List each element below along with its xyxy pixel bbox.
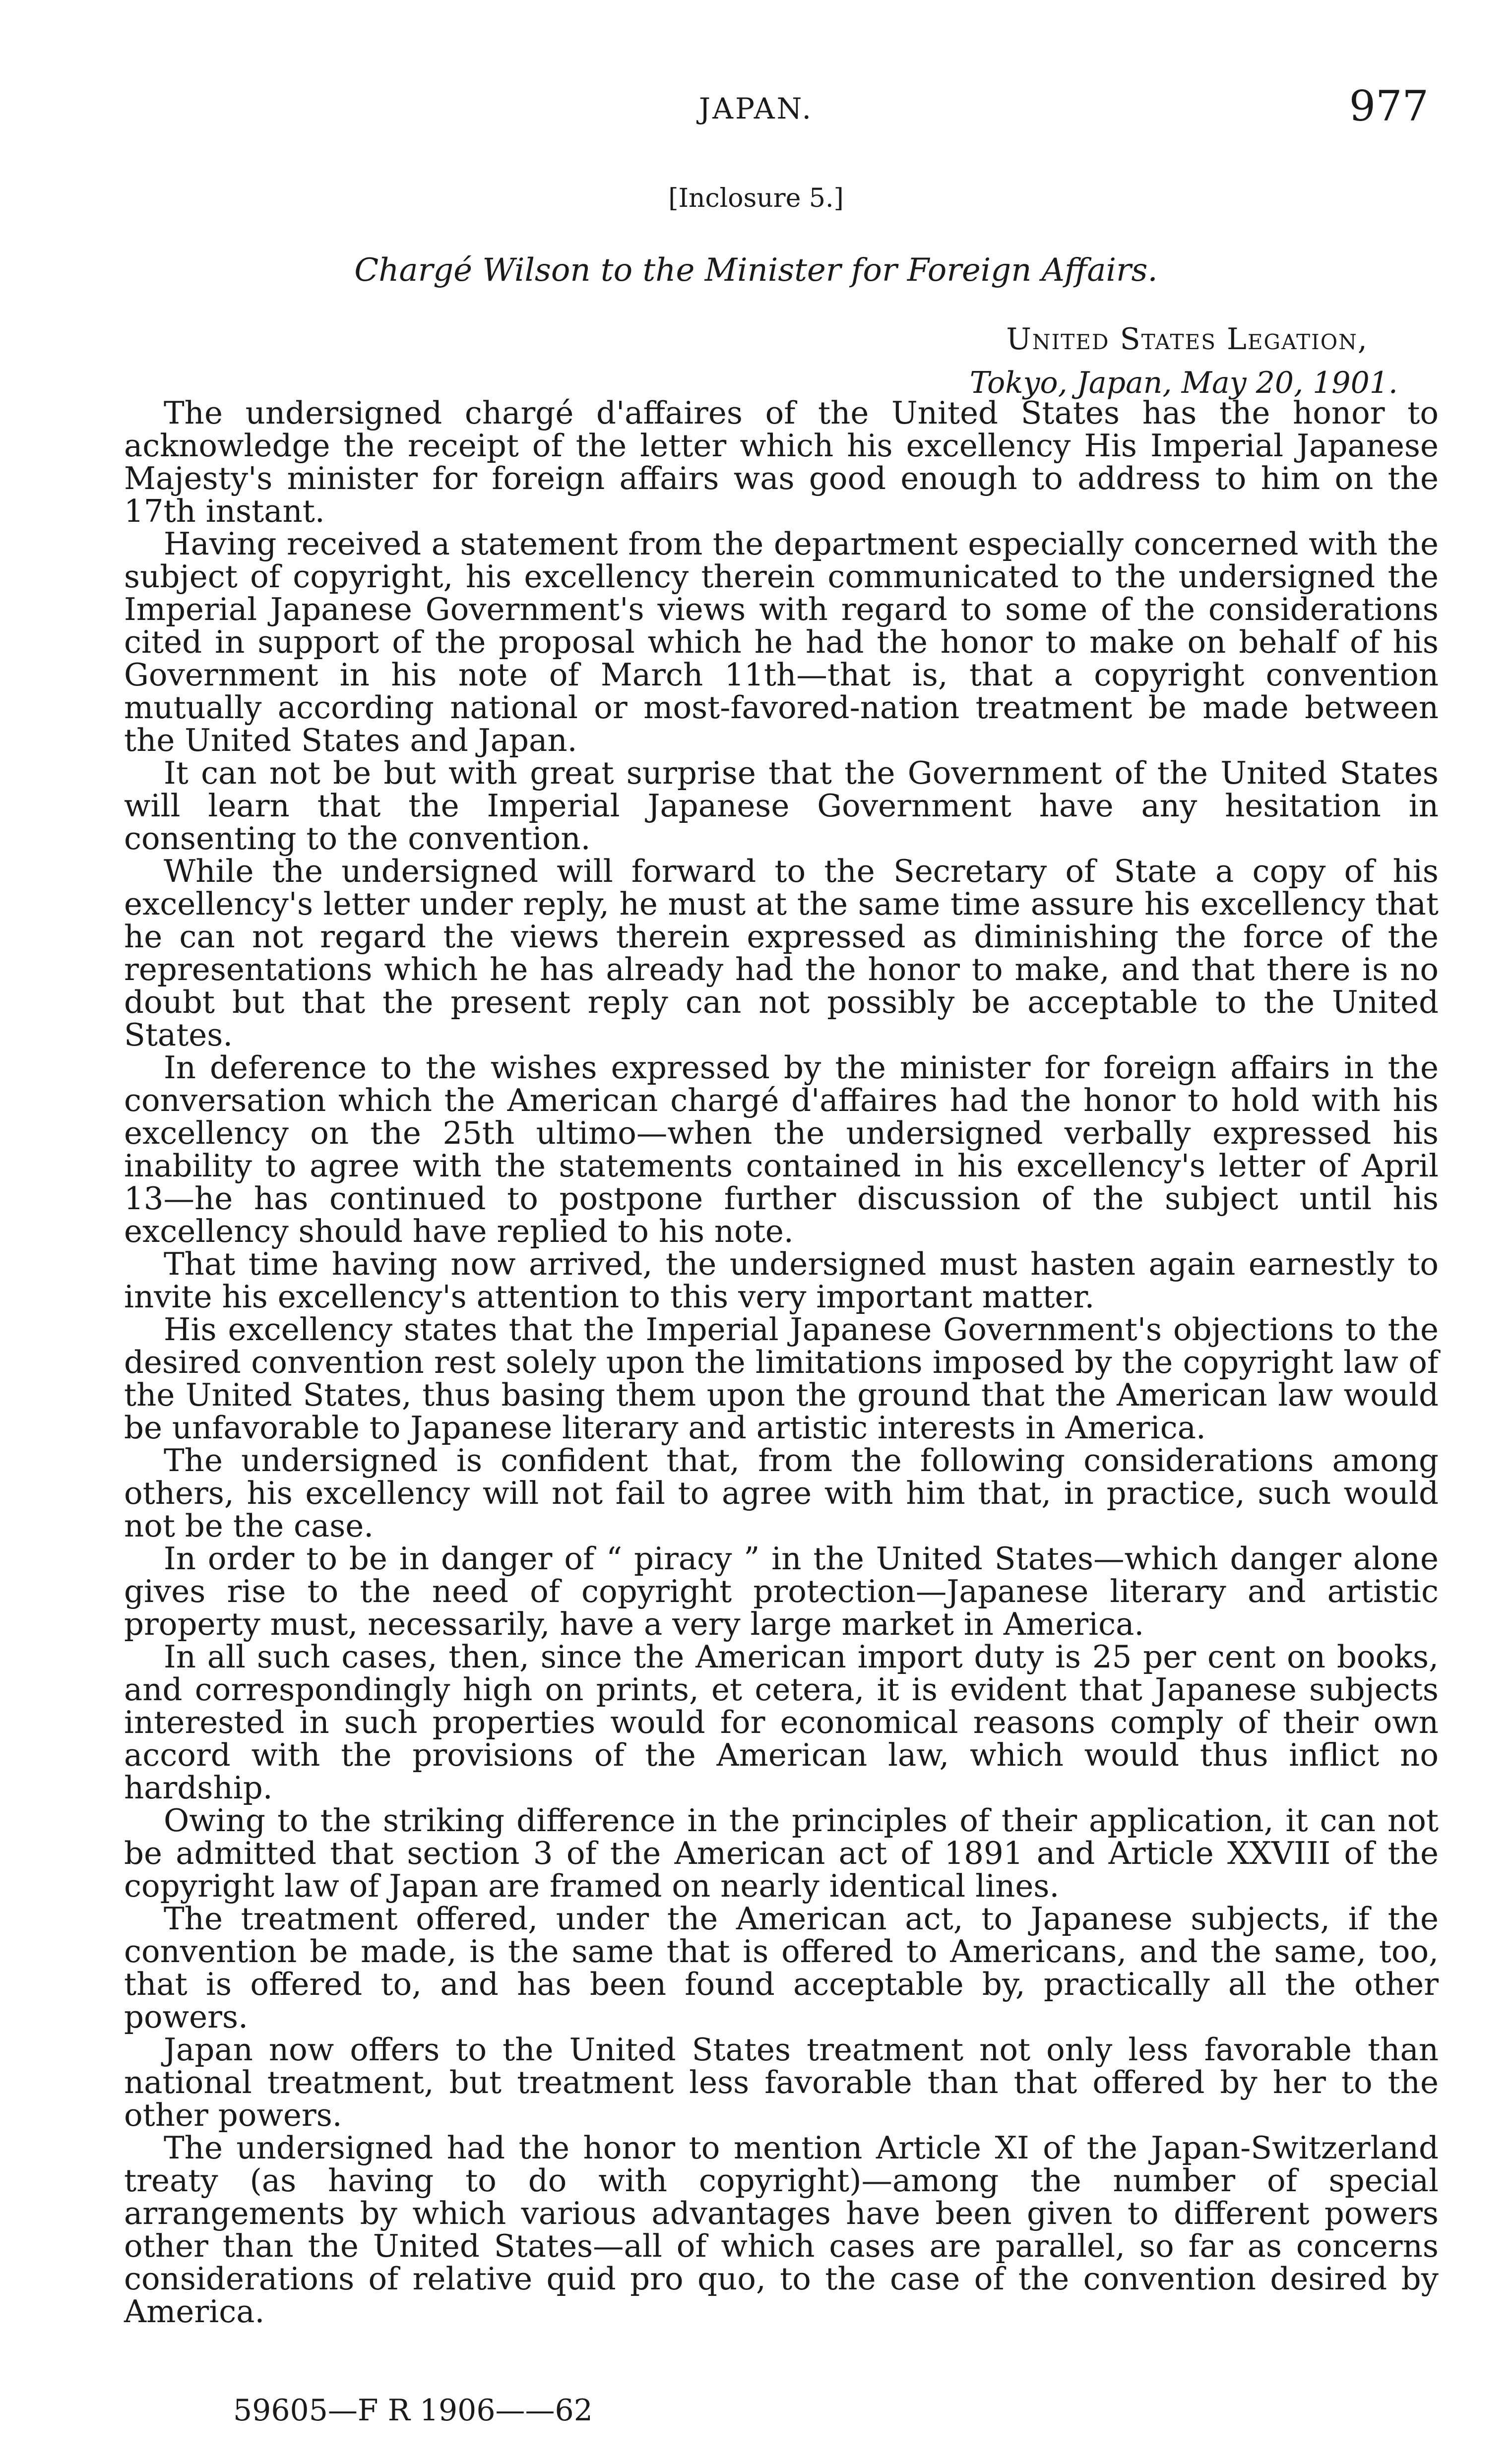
letter-body <box>124 397 1439 2328</box>
running-head: JAPAN. <box>698 92 814 125</box>
paragraph: His excellency states that the Imperial Japanese Government's objections to the desired convention rest solely upon the limitations imposed by the copyright law of the United States, thus basing them upon the ground that the American law would be unfavorable to Japanese literary and artistic interests in America. <box>124 1311 1439 1446</box>
printer-footer: 59605—F R 1906——62 <box>233 2393 593 2428</box>
page-number: 977 <box>1349 82 1429 130</box>
place-date: Tokyo, Japan, May 20, 1901. <box>969 366 1398 400</box>
paragraph: Owing to the striking difference in the principles of their application, it can not be admitted that section 3 of the American act of 1891 and Article XXVIII of the copyright law of Japan are framed on nearly identical lines. <box>124 1802 1439 1904</box>
paragraph: While the undersigned will forward to the Secretary of State a copy of his excellency's letter under reply, he must at the same time assure his excellency that he can not regard the views therein expressed as diminishing the force of the representations which he has already had the honor to make, and that there is no doubt but that the present reply can not possibly be acceptable to the United States. <box>124 853 1439 1053</box>
paragraph: In all such cases, then, since the American import duty is 25 per cent on books, and correspondingly high on prints, et cetera, it is evident that Japanese subjects interested in such properties would for economical reasons comply of their own accord with the provisions of the American law, which would thus inflict no hardship. <box>124 1639 1439 1806</box>
address-block <box>970 317 1398 405</box>
paragraph: Having received a statement from the department especially concerned with the subject of copyright, his excellency therein communicated to the undersigned the Imperial Japanese Government's views with regard to some of the considerations cited in support of the proposal which he had the honor to make on behalf of his Government in his note of March 11th—that is, that a copyright convention mutually according national or most-favored-nation treatment be made between the United States and Japan. <box>124 526 1439 758</box>
inclosure-label: [Inclosure 5.] <box>668 184 844 213</box>
paragraph: The treatment offered, under the American act, to Japanese subjects, if the convention be made, is the same that is offered to Americans, and the same, too, that is offered to, and has been found acceptable by, practically all the other powers. <box>124 1901 1439 2035</box>
paragraph: The undersigned is confident that, from the following considerations among others, his excellency will not fail to agree with him that, in practice, such would not be the case. <box>124 1442 1439 1544</box>
document-title: Chargé Wilson to the Minister for Foreign Affairs. <box>354 252 1158 289</box>
paragraph: Japan now offers to the United States treatment not only less favorable than national treatment, but treatment less favorable than that offered by her to the other powers. <box>124 2032 1439 2133</box>
paragraph: In deference to the wishes expressed by the minister for foreign affairs in the conversation which the American chargé d'affaires had the honor to hold with his excellency on the 25th ultimo—when the undersigned verbally expressed his inability to agree with the statements contained in his excellency's letter of April 13—he has continued to postpone further discussion of the subject until his excellency should have replied to his note. <box>124 1049 1439 1249</box>
paragraph: The undersigned had the honor to mention Article XI of the Japan-Switzerland treaty (as having to do with copyright)—among the number of special arrangements by which various advantages have been given to different powers other than the United States—all of which cases are parallel, so far as concerns considerations of relative quid pro quo, to the case of the convention desired by America. <box>124 2130 1439 2330</box>
legation-name: United States Legation, <box>1006 322 1368 357</box>
paragraph: It can not be but with great surprise that the Government of the United States will learn that the Imperial Japanese Government have any hesitation in consenting to the convention. <box>124 755 1439 857</box>
paragraph: The undersigned chargé d'affaires of the United States has the honor to acknowledge the receipt of the letter which his excellency His Imperial Japanese Majesty's minister for foreign affairs was good enough to address to him on the 17th instant. <box>124 395 1439 529</box>
paragraph: That time having now arrived, the undersigned must hasten again earnestly to invite his excellency's attention to this very important matter. <box>124 1246 1439 1315</box>
paragraph: In order to be in danger of “ piracy ” in the United States—which danger alone gives rise to the need of copyright protection—Japanese literary and artistic property must, necessarily, have a very large market in America. <box>124 1540 1439 1642</box>
